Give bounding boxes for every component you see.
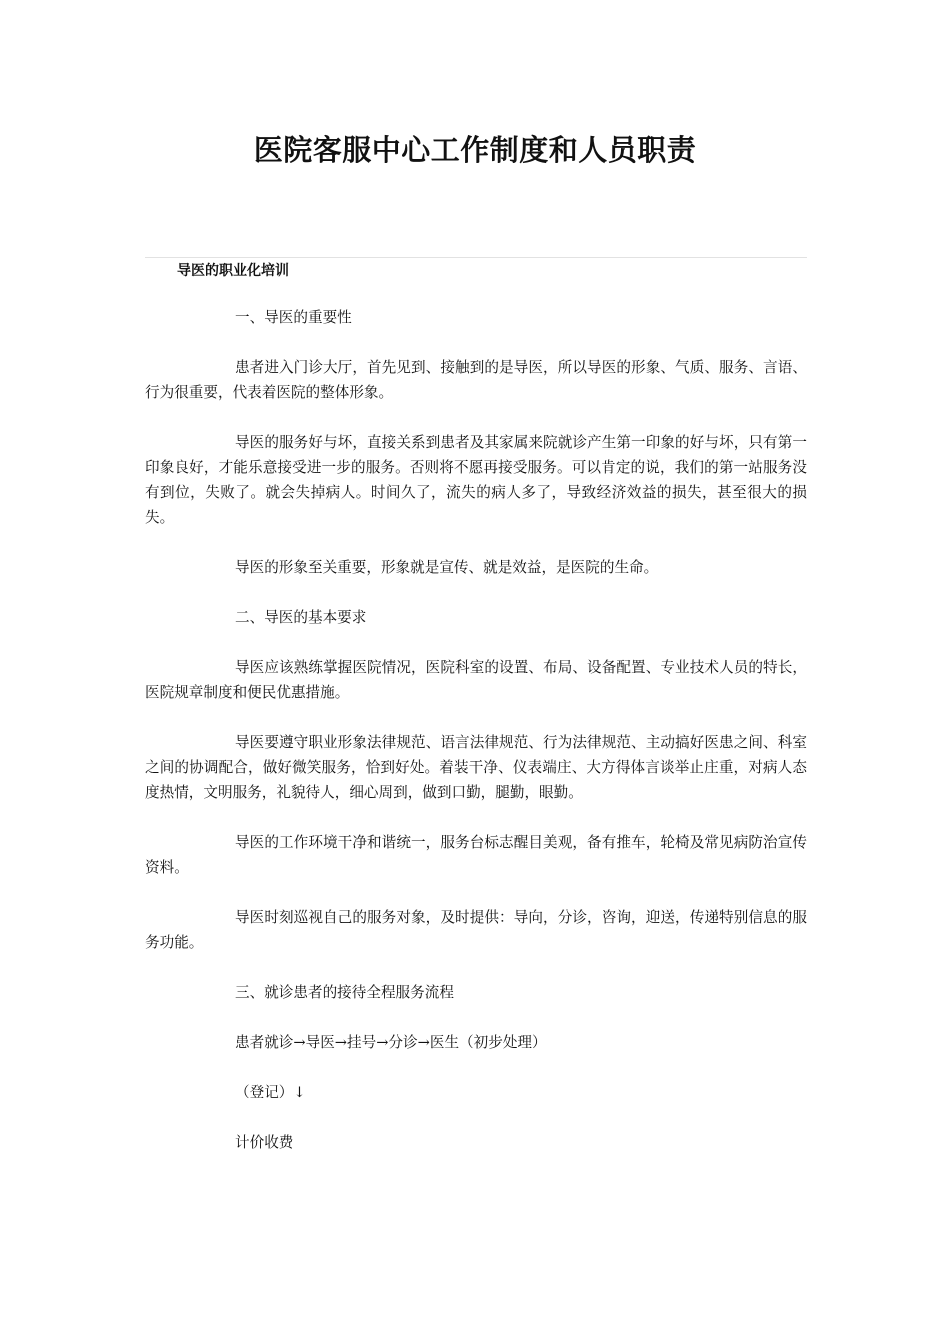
subheading-requirements: 二、导医的基本要求 <box>235 609 367 626</box>
divider-line <box>145 257 807 258</box>
subheading-process: 三、就诊患者的接待全程服务流程 <box>235 984 454 1001</box>
paragraph: 导医应该熟练掌握医院情况，医院科室的设置、布局、设备配置、专业技术人员的特长，医院规章制度和便民优惠措施。 <box>145 659 807 701</box>
paragraph: 导医的工作环境干净和谐统一，服务台标志醒目美观，备有推车，轮椅及常见病防治宣传资料。 <box>145 834 807 876</box>
process-flow-line: （登记）↓ <box>235 1084 306 1101</box>
document-body <box>145 305 807 1180</box>
section-heading: 导医的职业化培训 <box>177 263 289 279</box>
document-title: 医院客服中心工作制度和人员职责 <box>253 133 697 167</box>
subheading-importance: 一、导医的重要性 <box>235 309 352 326</box>
paragraph: 导医时刻巡视自己的服务对象，及时提供：导向，分诊，咨询，迎送，传递特别信息的服务功能。 <box>145 909 807 951</box>
process-flow-line: 患者就诊→导医→挂号→分诊→医生（初步处理） <box>235 1034 547 1051</box>
process-flow-line: 计价收费 <box>235 1134 294 1151</box>
paragraph: 患者进入门诊大厅，首先见到、接触到的是导医，所以导医的形象、气质、服务、言语、行为很重要，代表着医院的整体形象。 <box>145 359 807 401</box>
paragraph: 导医的形象至关重要，形象就是宣传、就是效益，是医院的生命。 <box>235 559 659 576</box>
paragraph: 导医要遵守职业形象法律规范、语言法律规范、行为法律规范、主动搞好医患之间、科室之间的协调配合，做好微笑服务，恰到好处。着装干净、仪表端庄、大方得体言谈举止庄重，对病人态度热情，文明服务，礼貌待人，细心周到，做到口勤，腿勤，眼勤。 <box>145 734 807 801</box>
paragraph: 导医的服务好与坏，直接关系到患者及其家属来院就诊产生第一印象的好与坏，只有第一印象良好，才能乐意接受进一步的服务。否则将不愿再接受服务。可以肯定的说，我们的第一站服务没有到位，失败了。就会失掉病人。时间久了，流失的病人多了，导致经济效益的损失，甚至很大的损失。 <box>145 434 807 526</box>
